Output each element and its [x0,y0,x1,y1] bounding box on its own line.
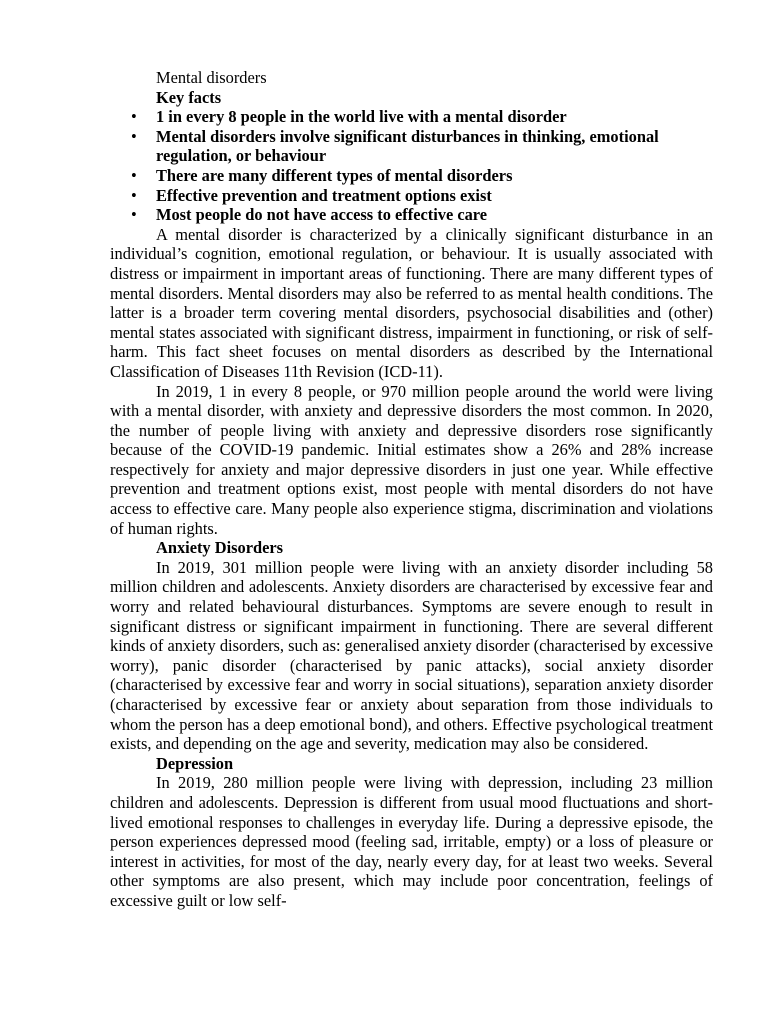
key-fact-item [110,127,713,166]
bullet-icon: • [131,205,137,225]
document-page [110,68,713,911]
key-fact-text: Most people do not have access to effective care [156,205,488,225]
bullet-icon: • [131,107,137,127]
key-fact-item [110,186,713,206]
depression-paragraph: In 2019, 280 million people were living with depression, including 23 million children and adolescents. Depression is different from usual mood fluctuations and short-lived emotional responses to challenges in everyday life. During a depressive episode, the person experiences depressed mood (feeling sad, irritable, empty) or a loss of pleasure or interest in activities, for most of the day, nearly every day, for at least two weeks. Several other symptoms are also present, which may include poor concentration, feelings of excessive guilt or low self- [110,773,713,910]
prevalence-paragraph: In 2019, 1 in every 8 people, or 970 million people around the world were living with a mental disorder, with anxiety and depressive disorders the most common. In 2020, the number of people living with anxiety and depressive disorders rose significantly because of the COVID-19 pandemic. Initial estimates show a 26% and 28% increase respectively for anxiety and major depressive disorders in just one year. While effective prevention and treatment options exist, most people with mental disorders do not have access to effective care. Many people also experience stigma, discrimination and violations of human rights. [110,381,713,538]
depression-heading: Depression [156,753,234,773]
key-facts-heading: Key facts [156,87,222,107]
key-fact-text: There are many different types of mental disorders [156,165,513,185]
bullet-icon: • [131,185,137,205]
key-fact-text: Effective prevention and treatment options exist [156,185,492,205]
anxiety-paragraph: In 2019, 301 million people were living with an anxiety disorder including 58 million children and adolescents. Anxiety disorders are characterised by excessive fear and worry and related behavioural disturbances. Symptoms are severe enough to result in significant distress or significant impairment in functioning. There are several different kinds of anxiety disorders, such as: generalised anxiety disorder (characterised by excessive worry), panic disorder (characterised by panic attacks), social anxiety disorder (characterised by excessive fear and worry in social situations), separation anxiety disorder (characterised by excessive fear or anxiety about separation from those individuals to whom the person has a deep emotional bond), and others. Effective psychological treatment exists, and depending on the age and severity, medication may also be considered. [110,557,713,754]
key-fact-item [110,205,713,225]
key-fact-item [110,107,713,127]
key-fact-text: 1 in every 8 people in the world live with a mental disorder [156,107,567,127]
document-title: Mental disorders [156,68,267,87]
bullet-icon: • [131,126,137,146]
bullet-icon: • [131,165,137,185]
intro-paragraph: A mental disorder is characterized by a clinically significant disturbance in an individual’s cognition, emotional regulation, or behaviour. It is usually associated with distress or impairment in important areas of functioning. There are many different types of mental disorders. Mental disorders may also be referred to as mental health conditions. The latter is a broader term covering mental disorders, psychosocial disabilities and (other) mental states associated with significant distress, impairment in functioning, or risk of self-harm. This fact sheet focuses on mental disorders as described by the International Classification of Diseases 11th Revision (ICD-11). [110,224,713,381]
anxiety-heading: Anxiety Disorders [156,538,284,558]
key-fact-text: Mental disorders involve significant disturbances in thinking, emotional regulation, or behaviour [156,126,659,166]
key-fact-item [110,166,713,186]
key-facts-list [110,107,713,225]
